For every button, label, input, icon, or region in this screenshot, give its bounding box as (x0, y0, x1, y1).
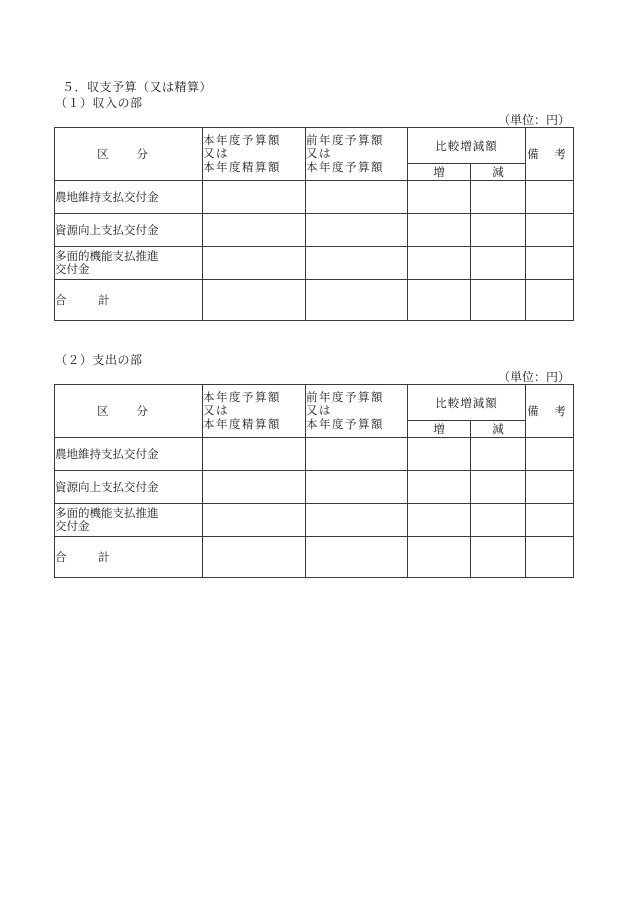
table-row (55, 504, 574, 537)
increase-cell[interactable] (408, 471, 471, 504)
decrease-cell[interactable] (471, 504, 526, 537)
income-subtitle: （１）収入の部 (55, 96, 143, 110)
category-header: 区 分 (55, 128, 203, 181)
remarks-header: 備 考 (526, 128, 574, 181)
current-year-cell[interactable] (203, 504, 306, 537)
previous-year-cell[interactable] (306, 471, 408, 504)
current-year-cell[interactable] (203, 181, 306, 214)
income-table (54, 127, 574, 321)
increase-cell[interactable] (408, 438, 471, 471)
previous-year-cell[interactable] (306, 181, 408, 214)
decrease-header: 減 (471, 164, 526, 181)
remarks-cell[interactable] (526, 247, 574, 280)
current-year-cell[interactable] (203, 280, 306, 321)
current-year-cell[interactable] (203, 214, 306, 247)
remarks-cell[interactable] (526, 504, 574, 537)
remarks-cell[interactable] (526, 280, 574, 321)
table-row (55, 247, 574, 280)
decrease-cell[interactable] (471, 280, 526, 321)
row-label: 多面的機能支払推進 交付金 (55, 504, 203, 537)
table-row (55, 181, 574, 214)
decrease-cell[interactable] (471, 181, 526, 214)
table-row (55, 537, 574, 578)
increase-cell[interactable] (408, 214, 471, 247)
decrease-cell[interactable] (471, 438, 526, 471)
previous-year-cell[interactable] (306, 247, 408, 280)
remarks-cell[interactable] (526, 438, 574, 471)
category-header: 区 分 (55, 385, 203, 438)
previous-year-cell[interactable] (306, 504, 408, 537)
table-row (55, 438, 574, 471)
decrease-cell[interactable] (471, 471, 526, 504)
increase-cell[interactable] (408, 181, 471, 214)
decrease-cell[interactable] (471, 537, 526, 578)
increase-header: 増 (408, 421, 471, 438)
decrease-cell[interactable] (471, 247, 526, 280)
row-label: 多面的機能支払推進 交付金 (55, 247, 203, 280)
previous-year-cell[interactable] (306, 214, 408, 247)
table-row (55, 214, 574, 247)
remarks-cell[interactable] (526, 471, 574, 504)
previous-year-cell[interactable] (306, 537, 408, 578)
remarks-cell[interactable] (526, 181, 574, 214)
table-row (55, 280, 574, 321)
comparison-header: 比較増減額 (408, 128, 526, 164)
current-year-cell[interactable] (203, 471, 306, 504)
decrease-header: 減 (471, 421, 526, 438)
total-label: 合 計 (55, 280, 203, 321)
remarks-cell[interactable] (526, 537, 574, 578)
previous-year-cell[interactable] (306, 438, 408, 471)
current-year-header: 本年度予算額 又は 本年度精算額 (203, 385, 306, 438)
expense-unit-label: （単位：円） (497, 370, 570, 384)
increase-header: 増 (408, 164, 471, 181)
increase-cell[interactable] (408, 504, 471, 537)
increase-cell[interactable] (408, 537, 471, 578)
current-year-header: 本年度予算額 又は 本年度精算額 (203, 128, 306, 181)
increase-cell[interactable] (408, 280, 471, 321)
section-title: ５．収支予算（又は精算） (62, 80, 213, 94)
remarks-header: 備 考 (526, 385, 574, 438)
row-label: 農地維持支払交付金 (55, 438, 203, 471)
previous-year-header: 前年度予算額 又は 本年度予算額 (306, 385, 408, 438)
remarks-cell[interactable] (526, 214, 574, 247)
expense-table (54, 384, 574, 578)
increase-cell[interactable] (408, 247, 471, 280)
current-year-cell[interactable] (203, 537, 306, 578)
row-label: 農地維持支払交付金 (55, 181, 203, 214)
row-label: 資源向上支払交付金 (55, 214, 203, 247)
table-row (55, 471, 574, 504)
total-label: 合 計 (55, 537, 203, 578)
current-year-cell[interactable] (203, 247, 306, 280)
previous-year-cell[interactable] (306, 280, 408, 321)
previous-year-header: 前年度予算額 又は 本年度予算額 (306, 128, 408, 181)
comparison-header: 比較増減額 (408, 385, 526, 421)
current-year-cell[interactable] (203, 438, 306, 471)
decrease-cell[interactable] (471, 214, 526, 247)
row-label: 資源向上支払交付金 (55, 471, 203, 504)
income-unit-label: （単位：円） (497, 113, 570, 127)
expense-subtitle: （２）支出の部 (55, 353, 143, 367)
